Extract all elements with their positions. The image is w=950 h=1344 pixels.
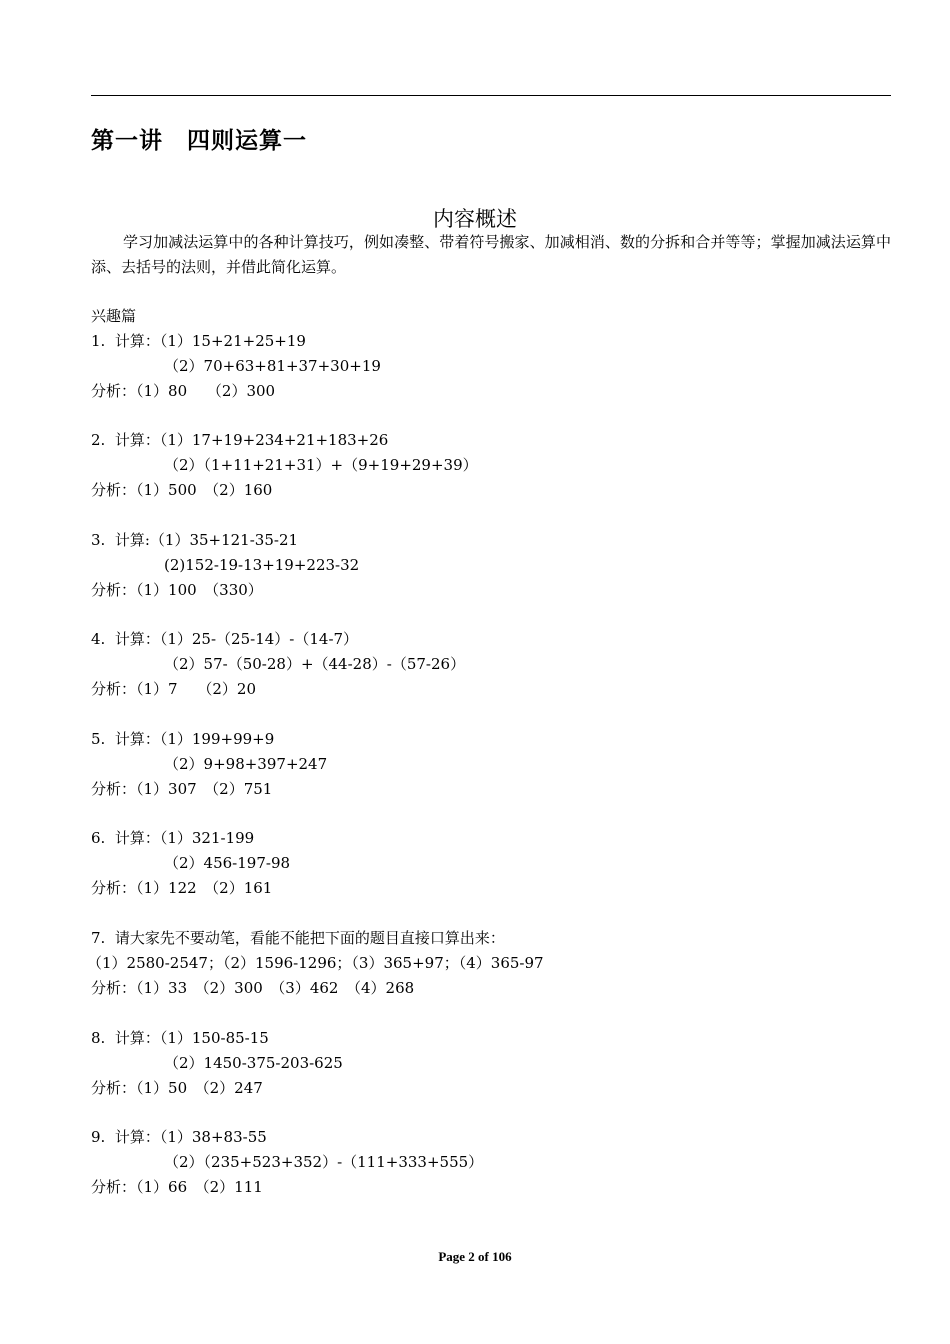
section-title: 内容概述	[433, 207, 517, 231]
problem-6-question: 6. 计算：（1）321-199	[91, 829, 255, 847]
page-number: Page 2 of 106	[438, 1249, 512, 1264]
problem-2-question-part2: （2）（1+11+21+31）+（9+19+29+39）	[164, 456, 478, 474]
problem-8-question: 8. 计算：（1）150-85-15	[91, 1029, 269, 1047]
problem-1-answer: 分析：（1）80 （2）300	[91, 382, 276, 400]
problem-4-question-part2: （2）57-（50-28）+（44-28）-（57-26）	[164, 655, 466, 673]
problem-7-question-part2: （1）2580-2547；（2）1596-1296；（3）365+97；（4）365-97	[87, 954, 544, 972]
problem-5-question: 5. 计算：（1）199+99+9	[91, 730, 275, 748]
problem-3-question-part2: (2)152-19-13+19+223-32	[164, 556, 360, 574]
problem-9-question: 9. 计算：（1）38+83-55	[91, 1128, 267, 1146]
problem-8-question-part2: （2）1450-375-203-625	[164, 1054, 343, 1072]
category-label: 兴趣篇	[91, 307, 137, 325]
problem-4-answer: 分析：（1）7 （2）20	[91, 680, 256, 698]
problem-3-question: 3. 计算:（1）35+121-35-21	[91, 531, 299, 549]
problem-1-question-part2: （2）70+63+81+37+30+19	[164, 357, 381, 375]
problem-3-answer: 分析：（1）100 （330）	[91, 581, 263, 599]
problem-1-question: 1. 计算：（1）15+21+25+19	[91, 332, 306, 350]
problem-5-question-part2: （2）9+98+397+247	[164, 755, 328, 773]
problem-6-answer: 分析：（1）122 （2）161	[91, 879, 273, 897]
problem-7-question: 7. 请大家先不要动笔，看能不能把下面的题目直接口算出来：	[91, 929, 505, 947]
problem-5-answer: 分析：（1）307 （2）751	[91, 780, 273, 798]
chapter-title: 第一讲 四则运算一	[91, 128, 307, 154]
problem-6-question-part2: （2）456-197-98	[164, 854, 291, 872]
problem-9-answer: 分析：（1）66 （2）111	[91, 1178, 263, 1196]
header-rule	[91, 95, 891, 96]
problem-4-question: 4. 计算：（1）25-（25-14）-（14-7）	[91, 630, 359, 648]
intro-paragraph: 学习加减法运算中的各种计算技巧，例如凑整、带着符号搬家、加减相消、数的分拆和合并等等；掌握加减法运算中添、去括号的法则，并借此简化运算。	[91, 233, 891, 276]
problem-2-answer: 分析：（1）500 （2）160	[91, 481, 273, 499]
problem-9-question-part2: （2）（235+523+352）-（111+333+555）	[164, 1153, 484, 1171]
problem-7-answer: 分析：（1）33 （2）300 （3）462 （4）268	[91, 979, 415, 997]
problem-8-answer: 分析：（1）50 （2）247	[91, 1079, 263, 1097]
problem-2-question: 2. 计算：（1）17+19+234+21+183+26	[91, 431, 389, 449]
